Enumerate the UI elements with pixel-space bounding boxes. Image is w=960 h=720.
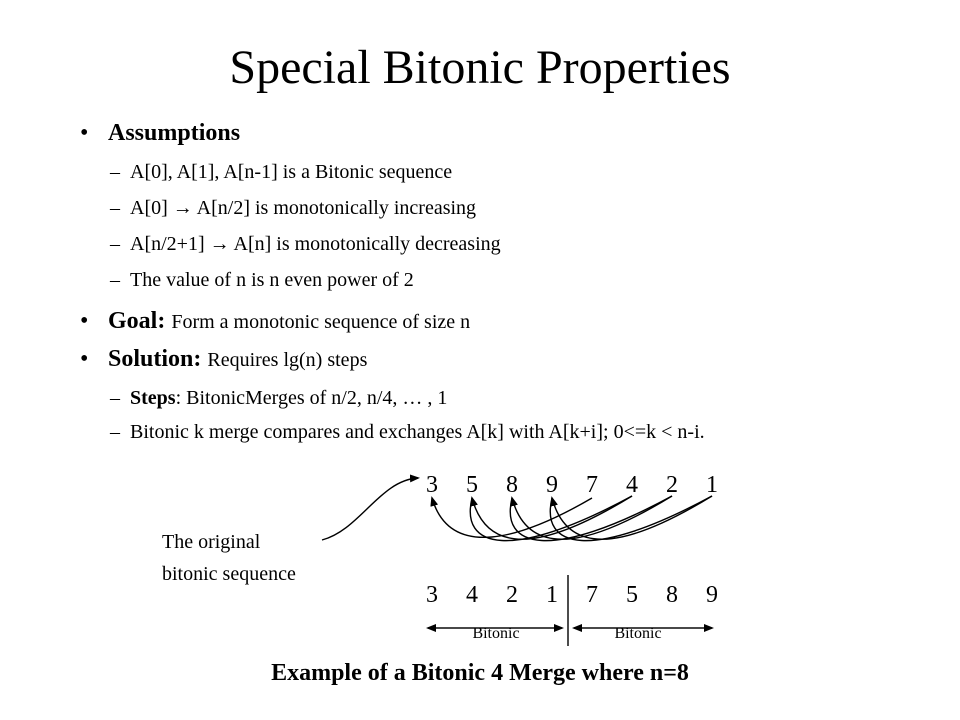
merge-arrow (472, 496, 632, 539)
result-value: 8 (666, 582, 678, 608)
result-value: 7 (586, 582, 598, 608)
bullet-dot-icon: • (80, 308, 89, 334)
result-sequence (426, 582, 718, 608)
diagram-caption: Example of a Bitonic 4 Merge where n=8 (271, 660, 689, 686)
result-value: 9 (706, 582, 718, 608)
assumption-text: A[0] → A[n/2] is monotonically increasing (130, 197, 477, 219)
original-value: 2 (666, 472, 678, 498)
original-value: 9 (546, 472, 558, 498)
original-label-line1: The original (162, 531, 261, 553)
goal-heading: Goal: (108, 308, 166, 334)
original-sequence (426, 472, 718, 498)
bullet-dot-icon: • (80, 120, 89, 146)
original-value: 4 (626, 472, 638, 498)
assumption-text: The value of n is n even power of 2 (130, 269, 414, 291)
merge-arrow (432, 498, 592, 537)
dash-icon: – (110, 387, 120, 409)
result-value: 2 (506, 582, 518, 608)
left-bitonic-label: Bitonic (472, 625, 520, 642)
solution-item-lead: Steps (130, 387, 176, 409)
right-bitonic-label: Bitonic (614, 625, 662, 642)
solution-text: Requires lg(n) steps (207, 349, 368, 371)
original-value: 1 (706, 472, 718, 498)
merge-arrows (429, 496, 712, 541)
assumption-text: A[0], A[1], A[n-1] is a Bitonic sequence (130, 161, 453, 183)
assumption-text: A[n/2+1] → A[n] is monotonically decreasing (130, 233, 501, 255)
original-value: 3 (426, 472, 438, 498)
result-value: 5 (626, 582, 638, 608)
result-value: 3 (426, 582, 438, 608)
dash-icon: – (110, 161, 120, 183)
result-value: 1 (546, 582, 558, 608)
dash-icon: – (110, 233, 120, 255)
original-value: 8 (506, 472, 518, 498)
dash-icon: – (110, 269, 120, 291)
original-value: 7 (586, 472, 598, 498)
goal-text: Form a monotonic sequence of size n (171, 311, 471, 333)
assumptions-heading: Assumptions (108, 120, 241, 146)
label-pointer (322, 478, 418, 540)
original-label-line2: bitonic sequence (162, 563, 296, 585)
solution-item-text: : BitonicMerges of n/2, n/4, … , 1 (175, 387, 448, 409)
result-value: 4 (466, 582, 478, 608)
original-value: 5 (466, 472, 478, 498)
dash-icon: – (110, 197, 120, 219)
slide-title: Special Bitonic Properties (229, 41, 731, 94)
solution-heading: Solution: (108, 346, 202, 372)
solution-item-text: Bitonic k merge compares and exchanges A[k] with A[k+i]; 0<=k < n-i. (130, 421, 705, 443)
dash-icon: – (110, 421, 120, 443)
bullet-dot-icon: • (80, 346, 89, 372)
